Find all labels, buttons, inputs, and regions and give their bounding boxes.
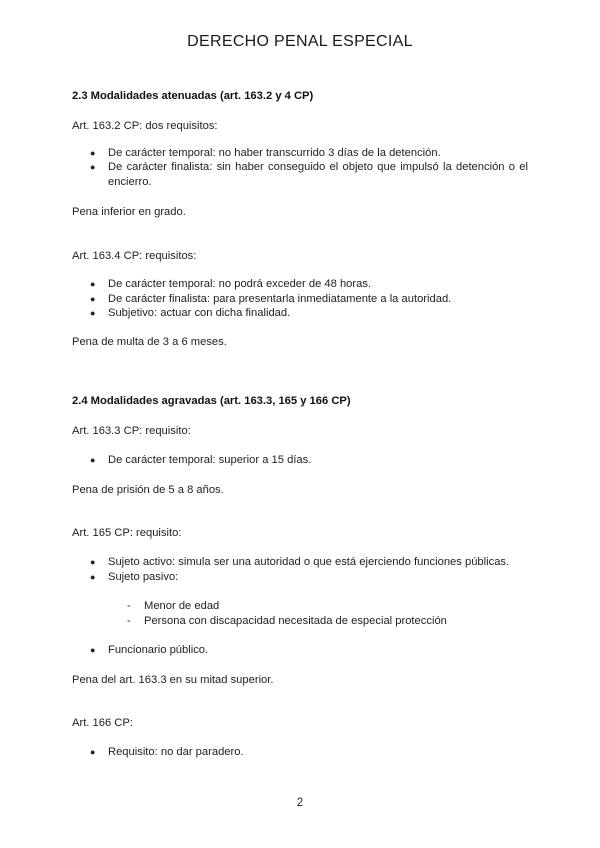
list-item: Sujeto pasivo: [108, 571, 179, 583]
list-item: De carácter temporal: no haber transcurrido 3 días de la detención. [108, 147, 441, 159]
paragraph-intro: Art. 163.2 CP: dos requisitos: [72, 120, 218, 132]
bullet-icon: ● [90, 162, 96, 172]
page-number: 2 [296, 797, 304, 809]
bullet-icon: ● [90, 279, 96, 289]
list-item: De carácter temporal: superior a 15 días. [108, 454, 312, 466]
dash-icon: - [127, 615, 131, 627]
list-item: De carácter finalista: sin haber conseguido el objeto que impulsó la detención o el encierro. [108, 161, 528, 188]
bullet-icon: ● [90, 557, 96, 567]
paragraph-penalty: Pena de prisión de 5 a 8 años. [72, 484, 224, 496]
list-item: Funcionario público. [108, 644, 209, 656]
bullet-icon: ● [90, 645, 96, 655]
paragraph-penalty: Pena inferior en grado. [72, 206, 186, 218]
list-item: De carácter finalista: para presentarla inmediatamente a la autoridad. [108, 293, 452, 305]
bullet-icon: ● [90, 148, 96, 158]
section-heading: 2.3 Modalidades atenuadas (art. 163.2 y 4 CP) [72, 90, 314, 102]
paragraph-intro: Art. 166 CP: [72, 717, 133, 729]
bullet-icon: ● [90, 294, 96, 304]
paragraph-penalty: Pena del art. 163.3 en su mitad superior. [72, 674, 274, 686]
sub-list-item: Persona con discapacidad necesitada de especial protección [144, 615, 447, 627]
dash-icon: - [127, 600, 131, 612]
bullet-icon: ● [90, 308, 96, 318]
sub-list-item: Menor de edad [144, 600, 220, 612]
paragraph-intro: Art. 163.4 CP: requisitos: [72, 250, 197, 262]
list-item: Subjetivo: actuar con dicha finalidad. [108, 307, 291, 319]
section-heading: 2.4 Modalidades agravadas (art. 163.3, 165 y 166 CP) [72, 395, 351, 407]
bullet-icon: ● [90, 572, 96, 582]
bullet-icon: ● [90, 747, 96, 757]
list-item: De carácter temporal: no podrá exceder de 48 horas. [108, 278, 372, 290]
list-item: Requisito: no dar paradero. [108, 746, 244, 758]
paragraph-penalty: Pena de multa de 3 a 6 meses. [72, 336, 227, 348]
paragraph-intro: Art. 163.3 CP: requisito: [72, 425, 191, 437]
paragraph-intro: Art. 165 CP: requisito: [72, 527, 182, 539]
document-title: DERECHO PENAL ESPECIAL [187, 33, 413, 50]
bullet-icon: ● [90, 455, 96, 465]
list-item: Sujeto activo: simula ser una autoridad o que está ejerciendo funciones públicas. [108, 556, 510, 568]
